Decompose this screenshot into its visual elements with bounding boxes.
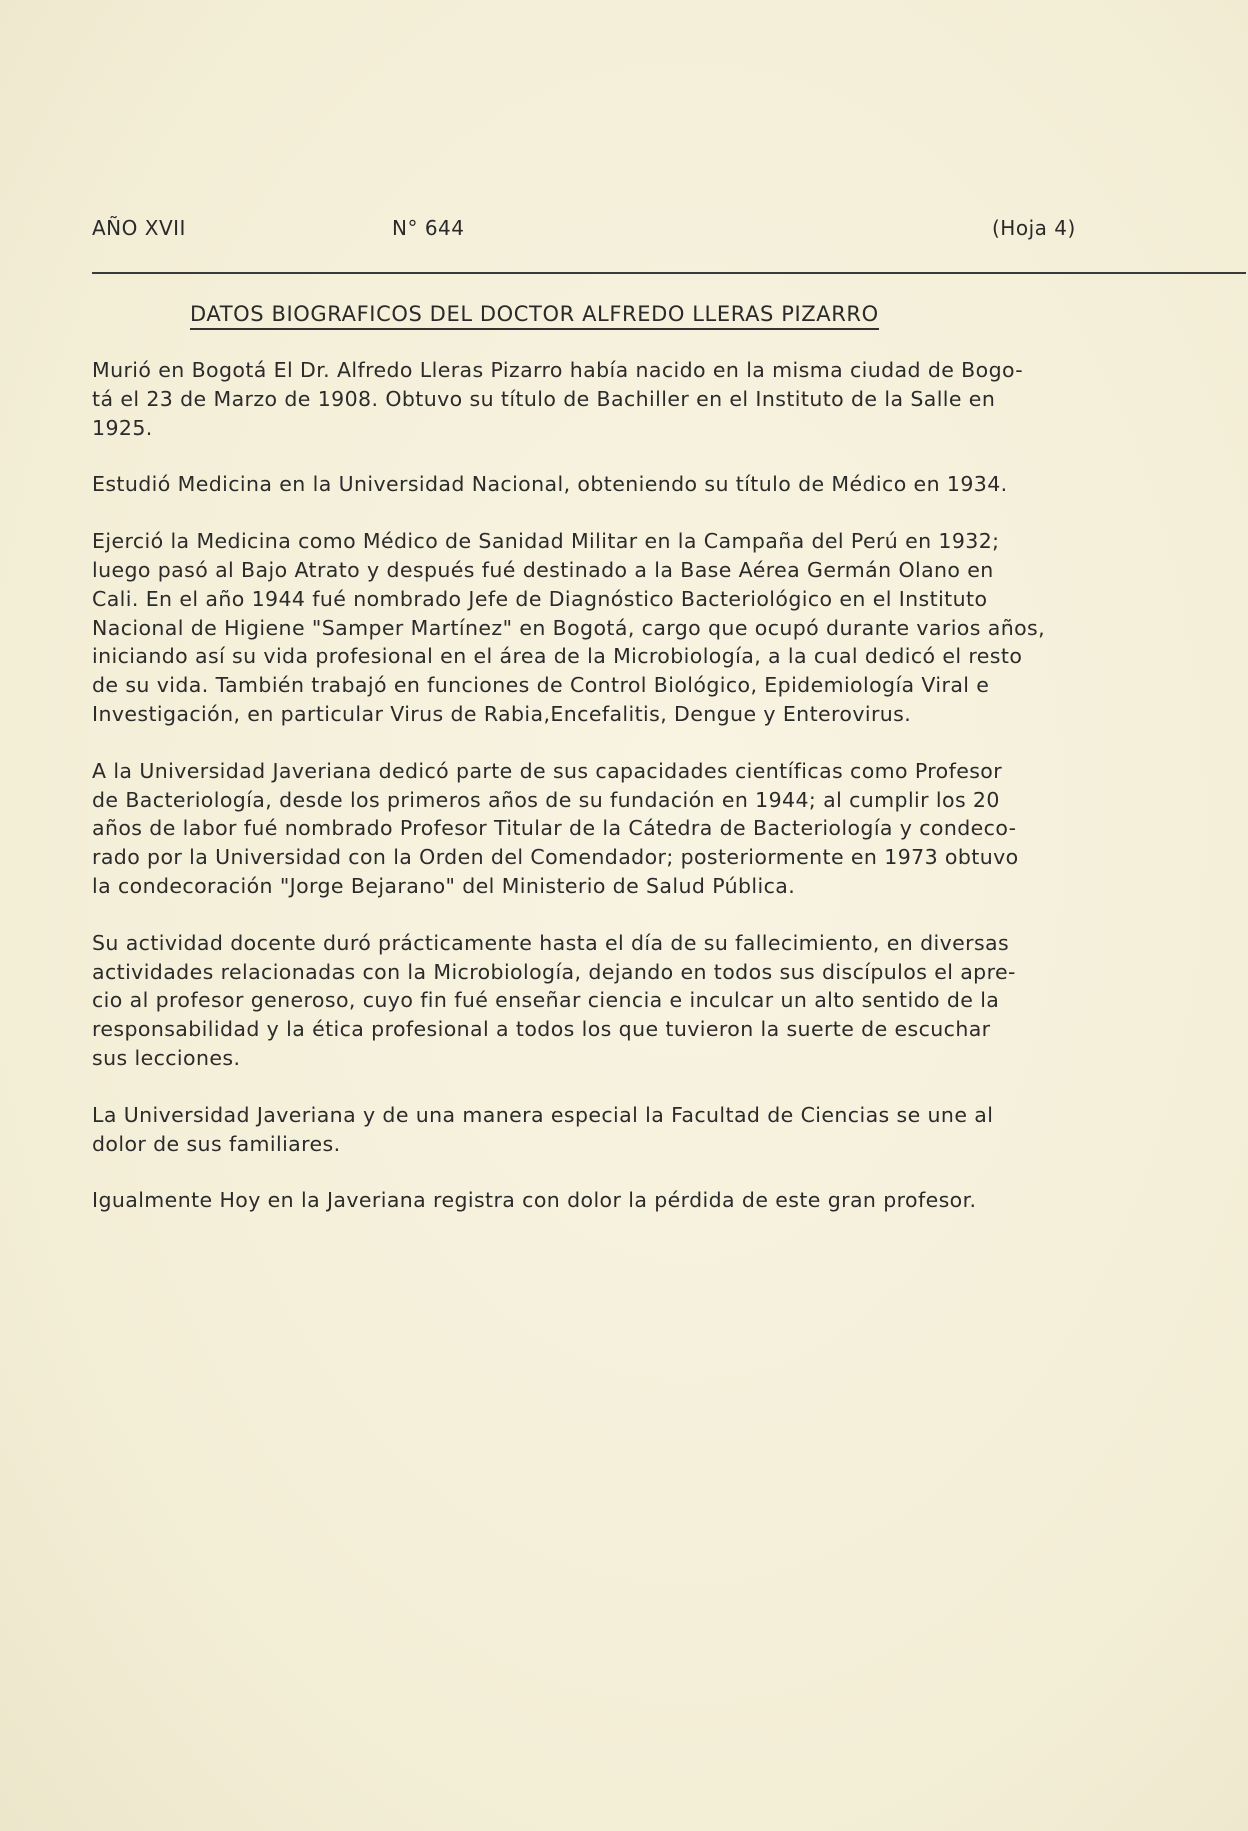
- text-line: luego pasó al Bajo Atrato y después fué destinado a la Base Aérea Germán Olano en: [92, 557, 994, 582]
- text-line: 1925.: [92, 415, 153, 440]
- text-line: años de labor fué nombrado Profesor Titular de la Cátedra de Bacteriología y condeco-: [92, 816, 1017, 841]
- text-line: Igualmente Hoy en la Javeriana registra con dolor la pérdida de este gran profesor.: [92, 1188, 977, 1213]
- document-title: DATOS BIOGRAFICOS DEL DOCTOR ALFREDO LLERAS PIZARRO: [190, 302, 879, 330]
- text-line: Cali. En el año 1944 fué nombrado Jefe de Diagnóstico Bacteriológico en el Instituto: [92, 586, 988, 611]
- text-line: Ejerció la Medicina como Médico de Sanidad Militar en la Campaña del Perú en 1932;: [92, 529, 1000, 554]
- page-header: [92, 216, 1092, 246]
- text-line: La Universidad Javeriana y de una manera especial la Facultad de Ciencias se une al: [92, 1102, 994, 1127]
- header-issue-number: N° 644: [392, 216, 465, 240]
- text-line: sus lecciones.: [92, 1045, 241, 1070]
- text-line: de Bacteriología, desde los primeros años de su fundación en 1944; al cumplir los 20: [92, 787, 1000, 812]
- text-line: iniciando así su vida profesional en el área de la Microbiología, a la cual dedicó el resto: [92, 644, 1023, 669]
- text-line: la condecoración "Jorge Bejarano" del Ministerio de Salud Pública.: [92, 873, 796, 898]
- text-line: rado por la Universidad con la Orden del Comendador; posteriormente en 1973 obtuvo: [92, 845, 1019, 870]
- text-line: Su actividad docente duró prácticamente hasta el día de su fallecimiento, en diversas: [92, 930, 1010, 955]
- text-line: A la Universidad Javeriana dedicó parte de sus capacidades científicas como Profesor: [92, 758, 1003, 783]
- header-divider: [92, 272, 1246, 274]
- text-line: Nacional de Higiene "Samper Martínez" en Bogotá, cargo que ocupó durante varios años,: [92, 615, 1046, 640]
- text-line: Estudió Medicina en la Universidad Nacional, obteniendo su título de Médico en 1934.: [92, 472, 1008, 497]
- text-line: Investigación, en particular Virus de Rabia,Encefalitis, Dengue y Enterovirus.: [92, 701, 912, 726]
- paragraph: [92, 757, 1222, 901]
- paragraph: [92, 356, 1222, 442]
- paragraph: [92, 929, 1222, 1073]
- text-line: dolor de sus familiares.: [92, 1131, 341, 1156]
- paragraph: [92, 1101, 1222, 1159]
- paragraph: [92, 470, 1222, 499]
- paragraph: [92, 1186, 1222, 1215]
- document-body: [92, 356, 1222, 1243]
- paragraph: [92, 527, 1222, 729]
- text-line: actividades relacionadas con la Microbiología, dejando en todos sus discípulos el apre-: [92, 959, 1016, 984]
- text-line: responsabilidad y la ética profesional a todos los que tuvieron la suerte de escuchar: [92, 1017, 991, 1042]
- header-sheet-number: (Hoja 4): [992, 216, 1076, 240]
- text-line: tá el 23 de Marzo de 1908. Obtuvo su título de Bachiller en el Instituto de la Salle en: [92, 386, 996, 411]
- text-line: de su vida. También trabajó en funciones de Control Biológico, Epidemiología Viral e: [92, 673, 990, 698]
- header-year: AÑO XVII: [92, 216, 186, 240]
- text-line: Murió en Bogotá El Dr. Alfredo Lleras Pizarro había nacido en la misma ciudad de Bogo-: [92, 358, 1024, 382]
- text-line: cio al profesor generoso, cuyo fin fué enseñar ciencia e inculcar un alto sentido de la: [92, 988, 1000, 1013]
